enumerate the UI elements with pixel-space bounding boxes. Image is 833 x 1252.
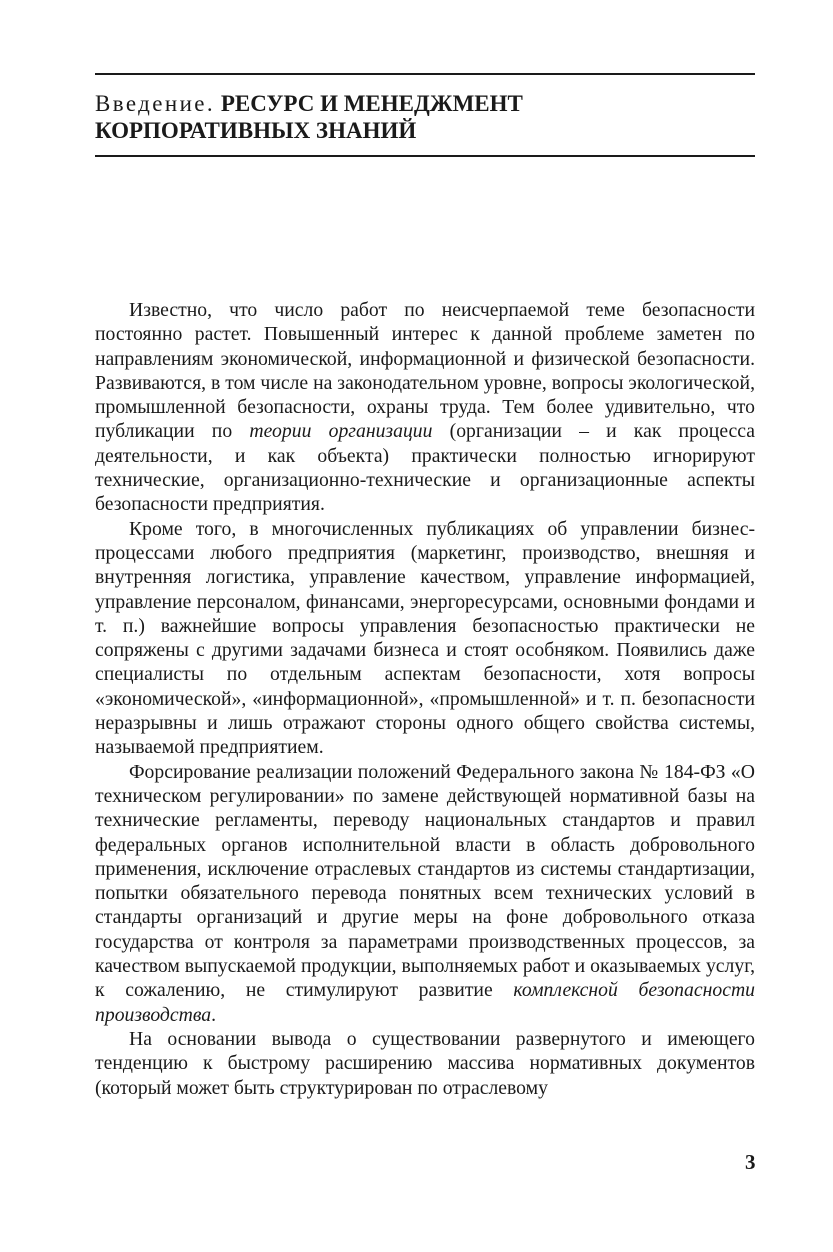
bottom-rule [95,155,755,157]
chapter-title-line-2: КОРПОРАТИВНЫХ ЗНАНИЙ [95,118,417,143]
paragraph-3-text-b: . [211,1003,217,1026]
chapter-heading [95,90,755,144]
paragraph-1-emphasis: теории организации [249,420,433,443]
paragraph-4 [95,1027,755,1100]
chapter-label: Введение. [95,91,216,116]
page-number: 3 [745,1150,756,1174]
paragraph-2 [95,517,755,760]
chapter-title-line-1: РЕСУРС И МЕНЕДЖМЕНТ [220,91,523,116]
top-rule [95,73,755,75]
paragraph-3-text-a: Форсирование реализации положений Федерального закона № 184-ФЗ «О техническом регулировании» по замене действующей нормативной базы на технические регламенты, переводу национальных стандартов и правил федеральных органов исполнительной власти в область добровольного применения, исключение отраслевых стандартов из системы стандартизации, попытки обязательного перевода понятных всем технических условий в стандарты организаций и другие меры на фоне добровольного отказа государства от контроля за параметрами производственных процессов, за качеством выпускаемой продукции, выполняемых работ и оказываемых услуг, к сожалению, не стимулируют развитие [95,760,755,1002]
paragraph-4-text: На основании вывода о существовании развернутого и имеющего тенденцию к быстрому расширению массива нормативных документов (который может быть структурирован по отраслевому [95,1027,755,1099]
body-text [95,298,755,1100]
paragraph-1 [95,298,755,517]
paragraph-3-emphasis: комплексной безопасности производства [95,979,756,1026]
paragraph-1-text-b: (организации – и как процесса деятельности, и как объекта) практически полностью игнорируют технические, организационно-технические и организационные аспекты безопасности предприятия. [95,420,755,516]
paragraph-1-text-a: Известно, что число работ по неисчерпаемой теме безопасности постоянно растет. Повышенный интерес к данной проблеме заметен по направлениям экономической, информационной и физической безопасности. Развиваются, в том числе на законодательном уровне, вопросы экологической, промышленной безопасности, охраны труда. Тем более удивительно, что публикации по [95,299,755,443]
paragraph-2-text: Кроме того, в многочисленных публикациях об управлении бизнес-процессами любого предприятия (маркетинг, производство, внешняя и внутренняя логистика, управление качеством, управление информацией, управление персоналом, финансами, энергоресурсами, основными фондами и т. п.) важнейшие вопросы управления безопасностью практически не сопряжены с другими задачами бизнеса и стоят особняком. Появились даже специалисты по отдельным аспектам безопасности, хотя вопросы «экономической», «информационной», «промышленной» и т. п. безопасности неразрывны и лишь отражают стороны одного общего свойства системы, называемой предприятием. [95,517,755,759]
paragraph-3 [95,760,755,1027]
